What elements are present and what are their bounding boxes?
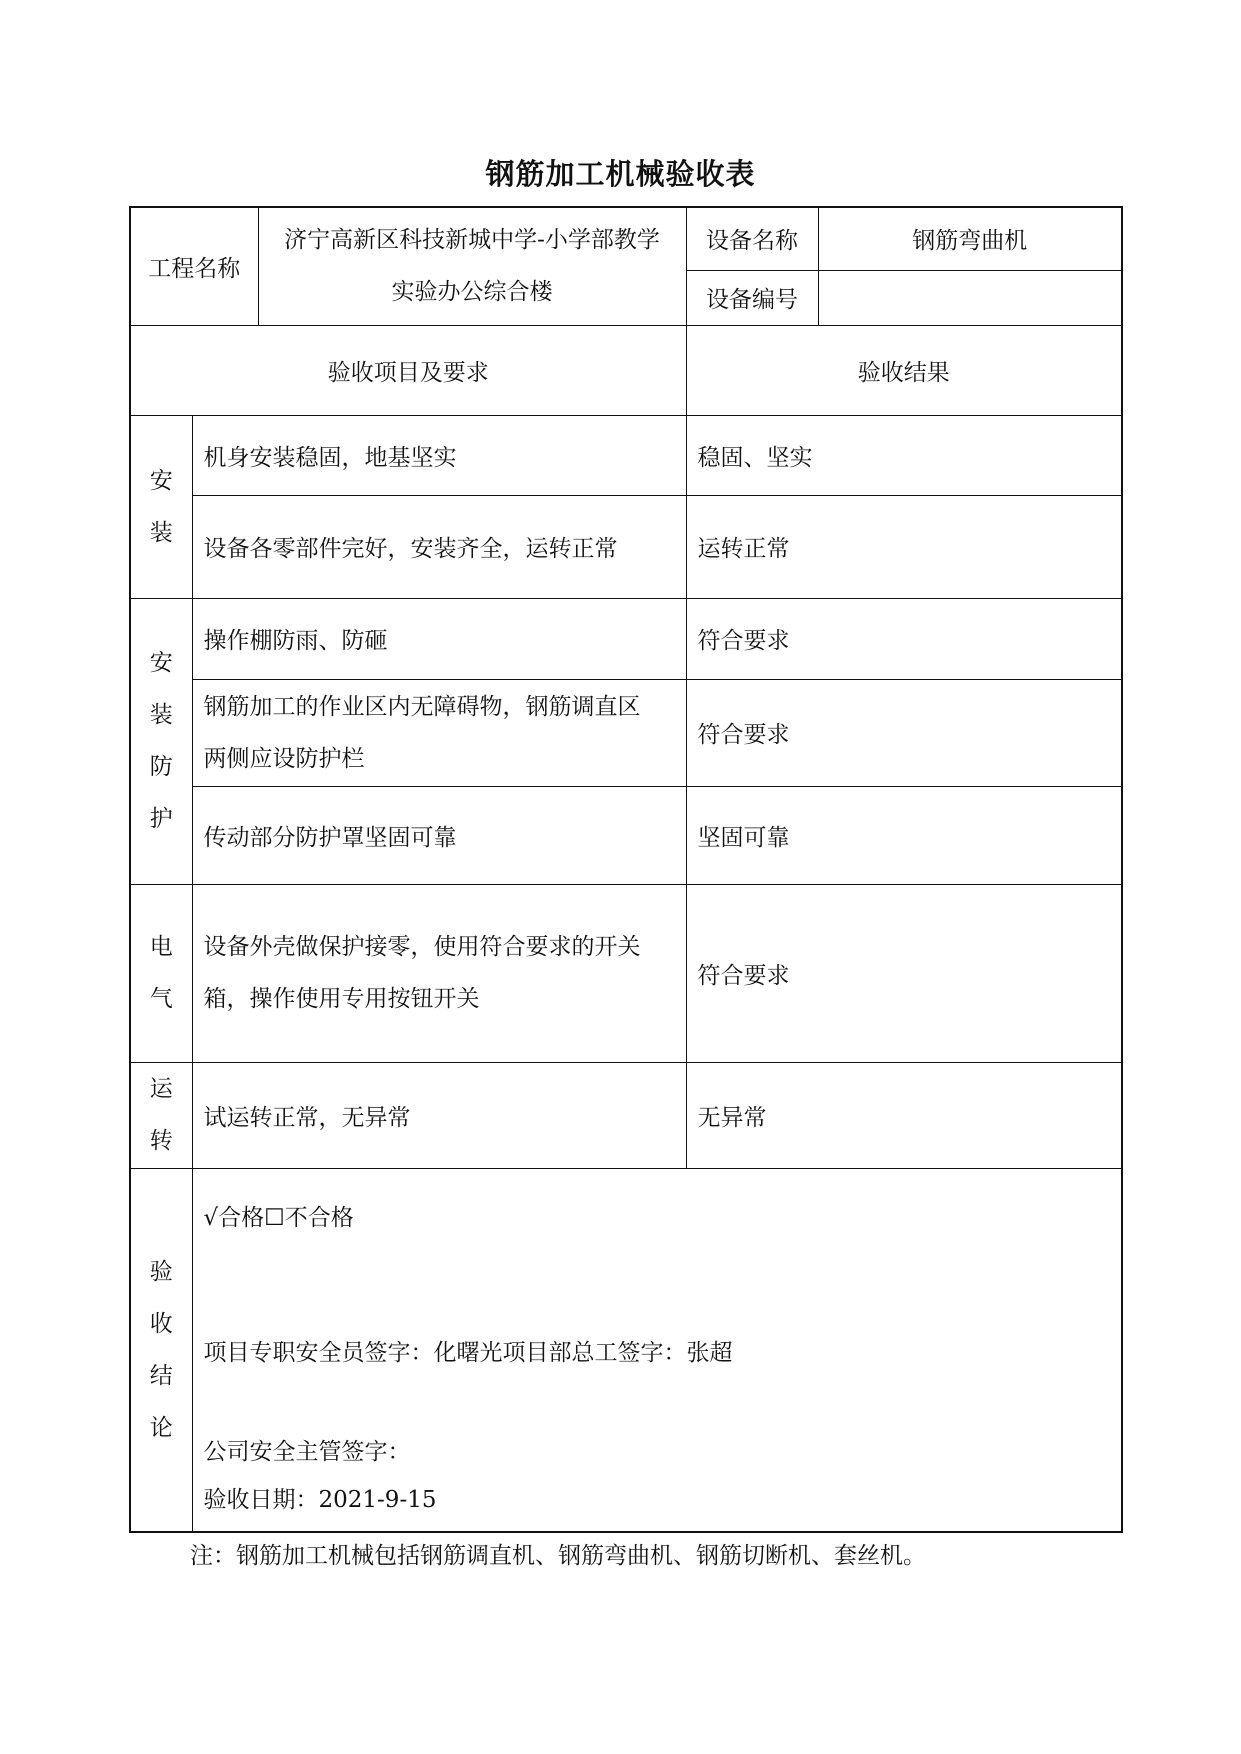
footnote: 注：钢筋加工机械包括钢筋调直机、钢筋弯曲机、钢筋切断机、套丝机。 [190, 1543, 926, 1569]
company-signature-line: 公司安全主管签字： [203, 1438, 411, 1465]
category-electrical: 电 气 [130, 884, 192, 1062]
table-row [130, 1062, 1122, 1168]
requirement-cell: 钢筋加工的作业区内无障碍物，钢筋调直区 两侧应设防护栏 [192, 679, 686, 786]
requirement-cell: 设备外壳做保护接零，使用符合要求的开关 箱，操作使用专用按钮开关 [192, 884, 686, 1062]
category-operation: 运 转 [130, 1062, 192, 1168]
page-title: 钢筋加工机械验收表 [485, 157, 756, 191]
equipment-number-value [818, 270, 1122, 325]
table-row [130, 495, 1122, 598]
items-column-header: 验收项目及要求 [130, 325, 686, 415]
result-cell: 稳固、坚实 [686, 415, 1122, 495]
conclusion-cell [192, 1168, 1122, 1532]
acceptance-form-table [129, 206, 1123, 1533]
result-cell: 符合要求 [686, 679, 1122, 786]
table-row [130, 598, 1122, 679]
requirement-cell: 设备各零部件完好，安装齐全，运转正常 [192, 495, 686, 598]
conclusion-row [130, 1168, 1122, 1532]
acceptance-date-line: 验收日期：2021-9-15 [203, 1486, 437, 1513]
project-name-value-line1: 济宁高新区科技新城中学-小学部教学 [284, 227, 660, 254]
category-installation: 安 装 [130, 415, 192, 598]
result-cell: 运转正常 [686, 495, 1122, 598]
category-installation-protection: 安 装 防 护 [130, 598, 192, 884]
result-cell: 无异常 [686, 1062, 1122, 1168]
signature-line: 项目专职安全员签字：化曙光项目部总工签字：张超 [203, 1339, 733, 1366]
category-conclusion: 验 收 结 论 [130, 1168, 192, 1532]
requirement-cell: 传动部分防护罩坚固可靠 [192, 786, 686, 884]
table-row [130, 415, 1122, 495]
results-column-header: 验收结果 [686, 325, 1122, 415]
result-cell: 符合要求 [686, 598, 1122, 679]
equipment-name-label: 设备名称 [686, 207, 818, 270]
table-row [130, 679, 1122, 786]
project-name-label: 工程名称 [130, 207, 258, 325]
header-row-1 [130, 207, 1122, 270]
requirement-cell: 试运转正常，无异常 [192, 1062, 686, 1168]
result-cell: 符合要求 [686, 884, 1122, 1062]
result-cell: 坚固可靠 [686, 786, 1122, 884]
requirement-cell: 操作棚防雨、防砸 [192, 598, 686, 679]
project-name-value-line2: 实验办公综合楼 [391, 279, 553, 306]
table-row [130, 884, 1122, 1062]
table-row [130, 786, 1122, 884]
requirement-cell: 机身安装稳固，地基坚实 [192, 415, 686, 495]
pass-fail-checkbox-line: √合格☐不合格 [203, 1204, 354, 1231]
equipment-number-label: 设备编号 [686, 270, 818, 325]
project-name-value [258, 207, 686, 325]
column-header-row [130, 325, 1122, 415]
equipment-name-value: 钢筋弯曲机 [818, 207, 1122, 270]
